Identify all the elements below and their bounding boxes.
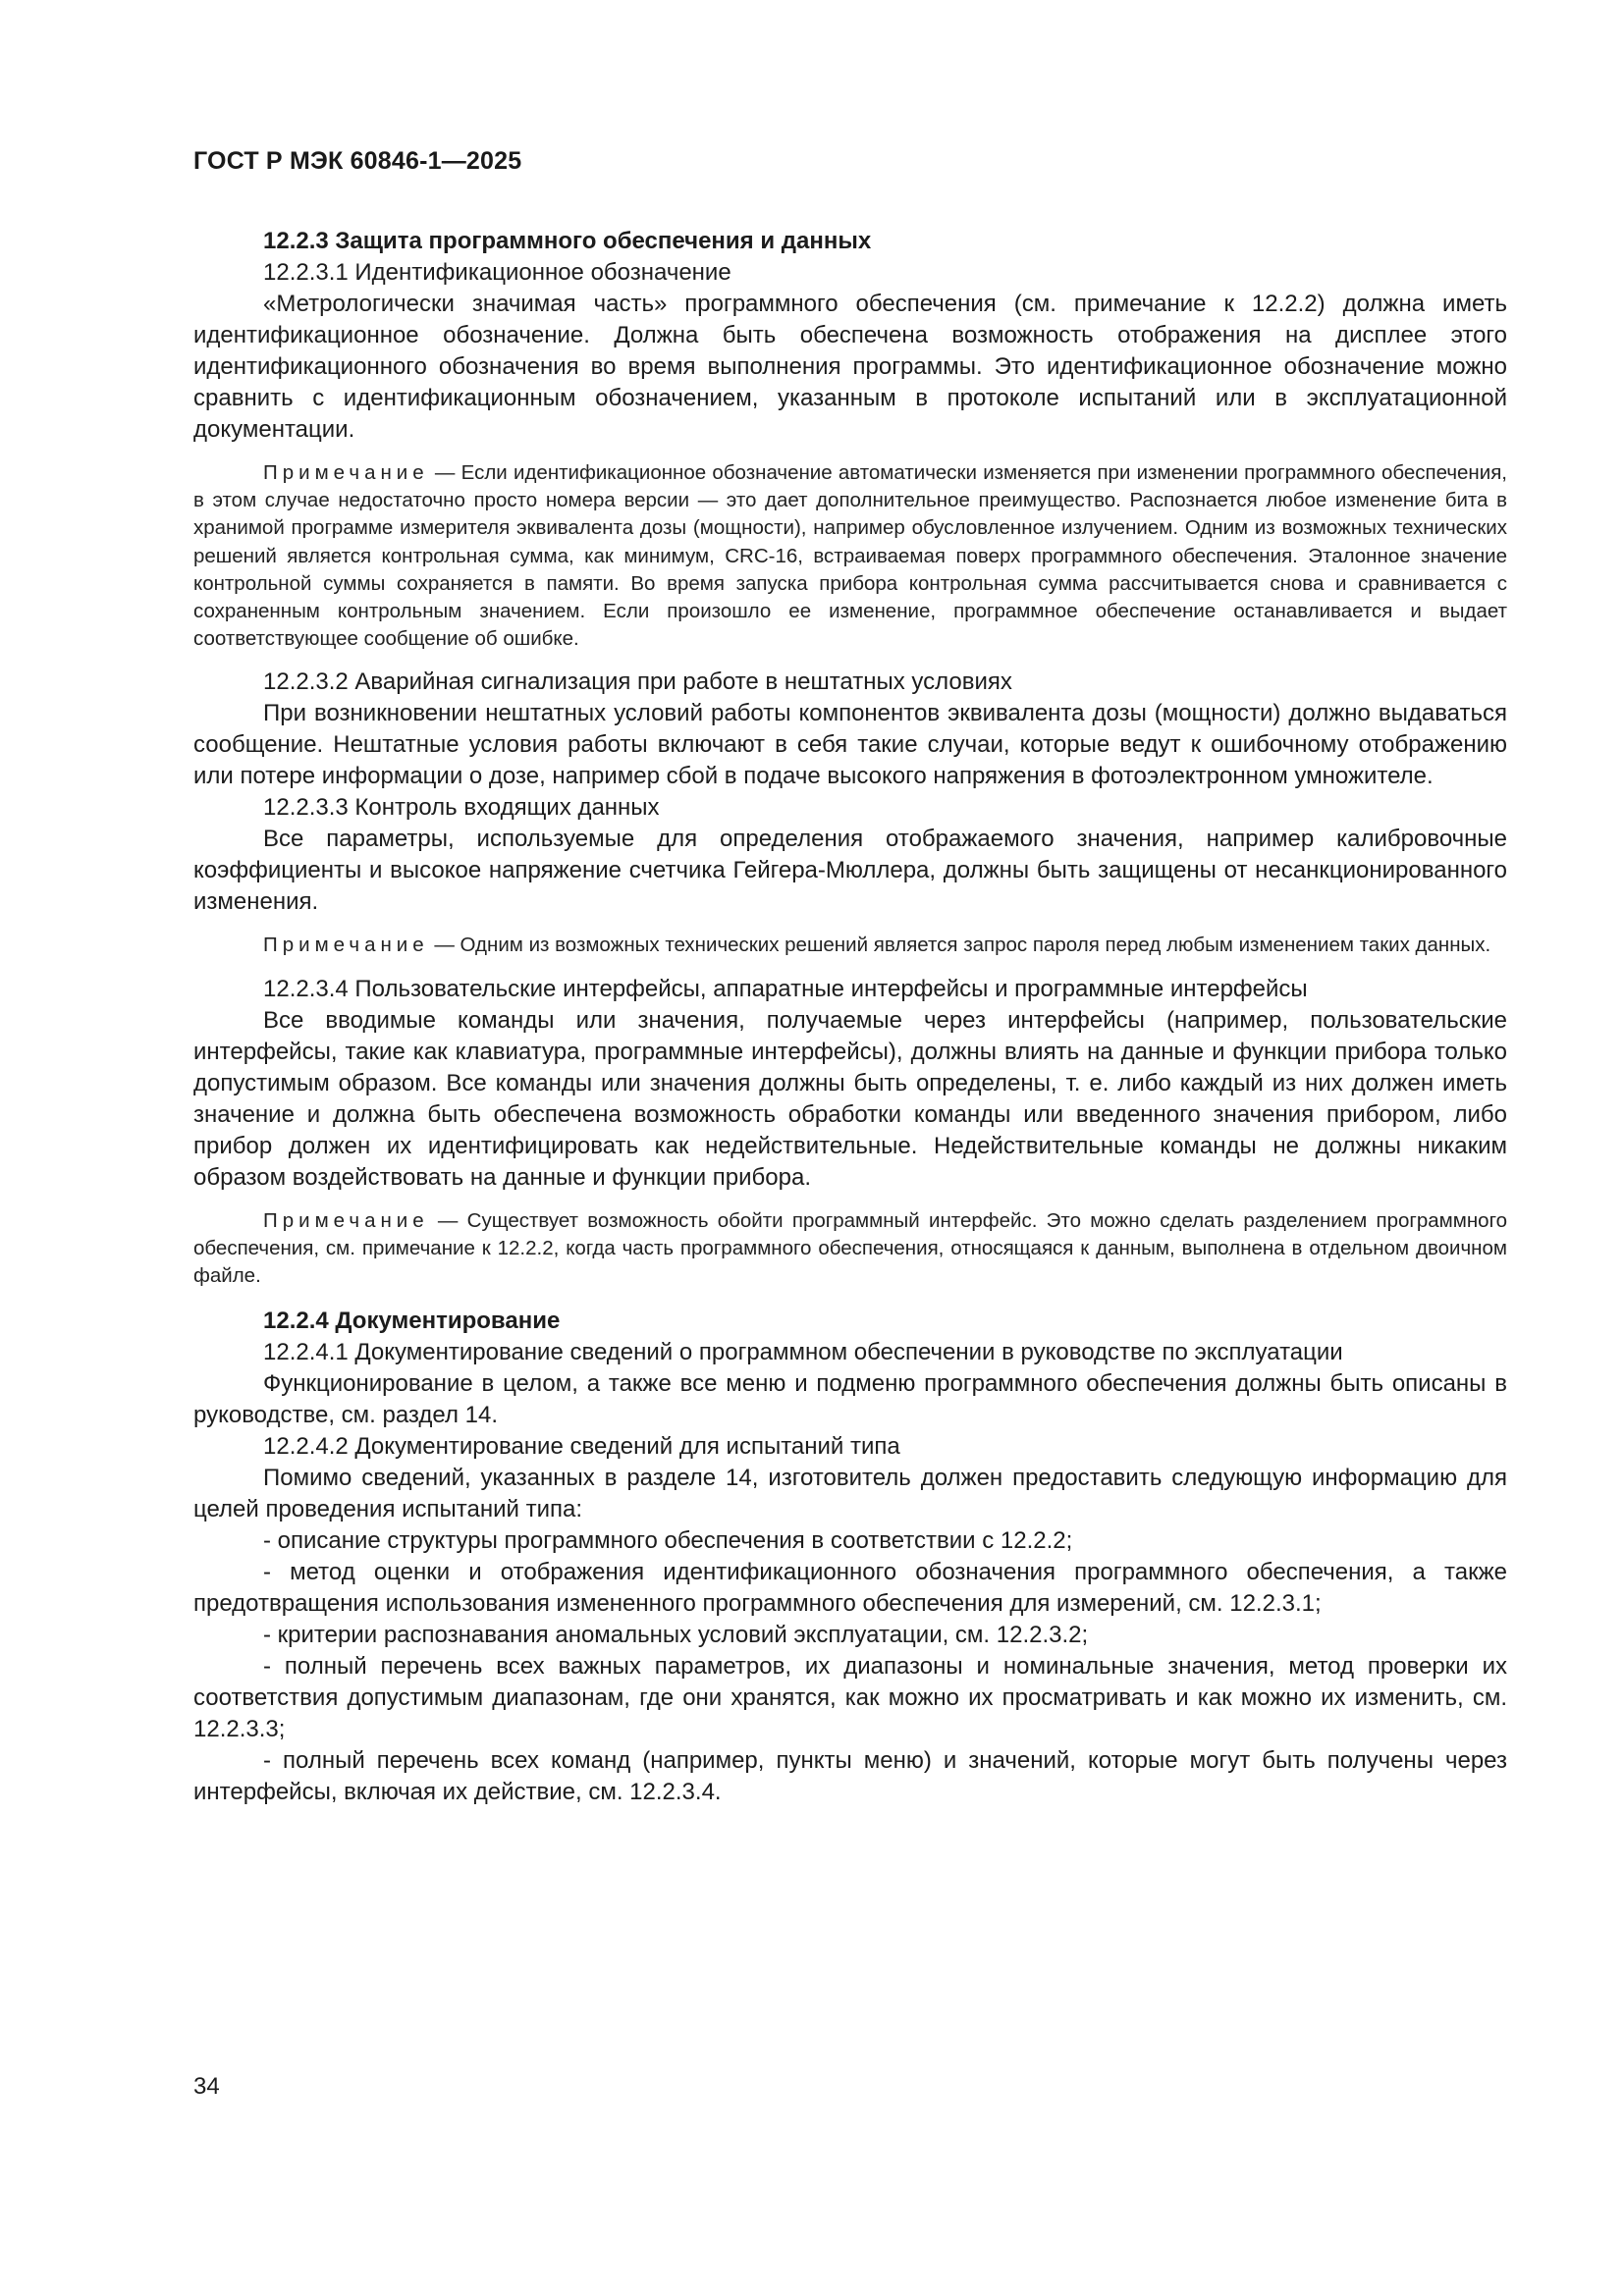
section-heading-12-2-3: 12.2.3 Защита программного обеспечения и данных — [263, 228, 872, 254]
requirements-list — [193, 1525, 1507, 1808]
document-body — [193, 226, 1507, 1808]
paragraph-12-2-3-4: Все вводимые команды или значения, получаемые через интерфейсы (например, пользовательские интерфейсы, такие как клавиатура, программные интерфейсы), должны влиять на данные и функции прибора только допустимым образом. Все команды или значения должны быть определены, т. е. либо каждый из них должен иметь значение и должна быть обеспечена возможность обработки команды или введенного значения прибором, либо прибор должен их идентифицировать как недействительные. Недействительные команды не должны никаким образом воздействовать на данные и функции прибора. — [193, 1006, 1507, 1191]
note-label: Примечание — [263, 934, 429, 957]
subsection-title-12-2-4-1: 12.2.4.1 Документирование сведений о программном обеспечении в руководстве по эксплуатации — [263, 1339, 1343, 1366]
note-12-2-3-3 — [193, 932, 1507, 959]
list-item: - критерии распознавания аномальных условий эксплуатации, см. 12.2.3.2; — [263, 1622, 1089, 1649]
paragraph-12-2-3-3: Все параметры, используемые для определения отображаемого значения, например калибровочные коэффициенты и высокое напряжение счетчика Гейгера-Мюллера, должны быть защищены от несанкционированного изменения. — [193, 826, 1507, 916]
list-item: - описание структуры программного обеспечения в соответствии с 12.2.2; — [263, 1527, 1073, 1555]
paragraph-12-2-3-2: При возникновении нештатных условий работы компонентов эквивалента дозы (мощности) должно выдаваться сообщение. Нештатные условия работы включают в себя такие случаи, которые ведут к ошибочному отображению или потере информации о дозе, например сбой в подаче высокого напряжения в фотоэлектронном умножителе. — [193, 700, 1507, 790]
note-label: Примечание — [263, 1208, 429, 1232]
note-12-2-3-4 — [193, 1207, 1507, 1291]
document-header: ГОСТ Р МЭК 60846-1—2025 — [193, 147, 522, 175]
note-text: — Если идентификационное обозначение автоматически изменяется при изменении программного обеспечения, в этом случае недостаточно просто номера версии — это дает дополнительное преимущество. Распознается любое изменение бита в хранимой программе измерителя эквивалента дозы (мощности), например обусловленное излучением. Одним из возможных технических решений является контрольная сумма, как минимум, CRC-16, встраиваемая поверх программного обеспечения. Эталонное значение контрольной суммы сохраняется в памяти. Во время запуска прибора контрольная сумма рассчитывается снова и сравнивается с сохраненным контрольным значением. Если произошло ее изменение, программное обеспечение останавливается и выдает соответствующее сообщение об ошибке. — [193, 461, 1507, 651]
paragraph-12-2-4-1: Функционирование в целом, а также все меню и подменю программного обеспечения должны быть описаны в руководстве, см. раздел 14. — [193, 1370, 1507, 1429]
list-item: - полный перечень всех важных параметров, их диапазоны и номинальные значения, метод проверки их соответствия допустимым диапазонам, где они хранятся, как можно их просматривать и как можно их изменить, см. 12.2.3.3; — [193, 1653, 1507, 1743]
subsection-title-12-2-3-2: 12.2.3.2 Аварийная сигнализация при работе в нештатных условиях — [263, 668, 1012, 696]
paragraph-12-2-3-1: «Метрологически значимая часть» программного обеспечения (см. примечание к 12.2.2) должна иметь идентификационное обозначение. Должна быть обеспечена возможность отображения на дисплее этого идентификационного обозначения во время выполнения программы. Это идентификационное обозначение можно сравнить с идентификационным обозначением, указанным в протоколе испытаний или в эксплуатационной документации. — [193, 291, 1507, 443]
list-item: - метод оценки и отображения идентификационного обозначения программного обеспечения, а также предотвращения использования измененного программного обеспечения для измерений, см. 12.2.3.1; — [193, 1559, 1507, 1618]
subsection-title-12-2-3-1: 12.2.3.1 Идентификационное обозначение — [263, 259, 731, 286]
subsection-title-12-2-3-4: 12.2.3.4 Пользовательские интерфейсы, аппаратные интерфейсы и программные интерфейсы — [263, 975, 1308, 1002]
note-text: — Существует возможность обойти программный интерфейс. Это можно сделать разделением программного обеспечения, см. примечание к 12.2.2, когда часть программного обеспечения, относящаяся к данным, выполнена в отдельном двоичном файле. — [193, 1208, 1507, 1288]
paragraph-12-2-4-2: Помимо сведений, указанных в разделе 14, изготовитель должен предоставить следующую информацию для целей проведения испытаний типа: — [193, 1465, 1507, 1523]
list-item: - полный перечень всех команд (например, пункты меню) и значений, которые могут быть получены через интерфейсы, включая их действие, см. 12.2.3.4. — [193, 1747, 1507, 1806]
section-heading-12-2-4: 12.2.4 Документирование — [263, 1308, 561, 1335]
subsection-title-12-2-3-3: 12.2.3.3 Контроль входящих данных — [263, 794, 660, 822]
subsection-title-12-2-4-2: 12.2.4.2 Документирование сведений для испытаний типа — [263, 1433, 900, 1461]
note-text: — Одним из возможных технических решений является запрос пароля перед любым изменением таких данных. — [428, 934, 1491, 957]
note-label: Примечание — [263, 461, 429, 484]
page-number: 34 — [193, 2073, 220, 2100]
note-12-2-3-1 — [193, 459, 1507, 653]
